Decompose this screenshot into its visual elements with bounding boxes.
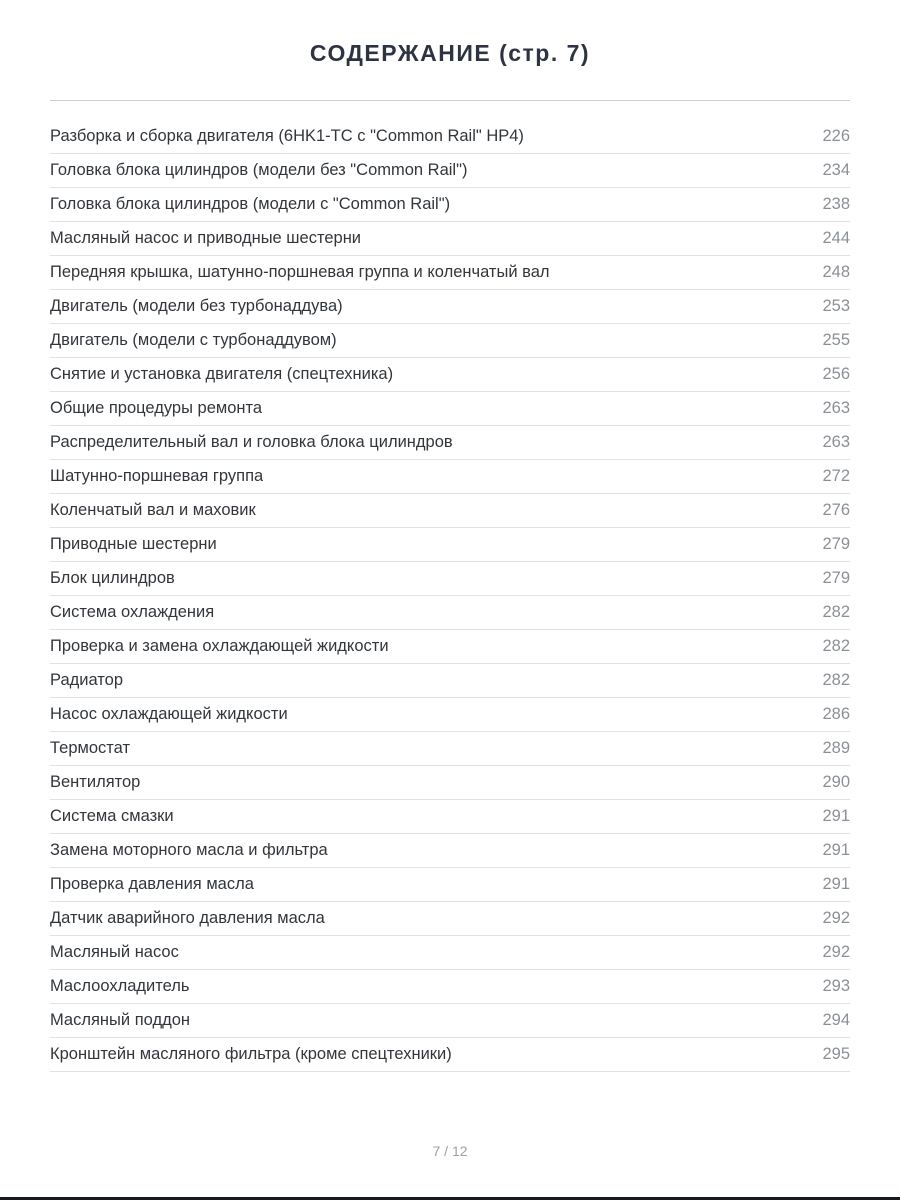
toc-entry-title: Блок цилиндров	[50, 569, 175, 587]
toc-entry-page: 276	[822, 501, 850, 519]
toc-entry-title: Двигатель (модели без турбонаддува)	[50, 297, 343, 315]
toc-entry	[50, 426, 850, 460]
toc-entry-page: 290	[822, 773, 850, 791]
toc-entry	[50, 800, 850, 834]
toc-entry-title: Замена моторного масла и фильтра	[50, 841, 328, 859]
toc-entry	[50, 494, 850, 528]
toc-entry	[50, 936, 850, 970]
toc-entry-title: Проверка давления масла	[50, 875, 254, 893]
toc-entry-page: 238	[822, 195, 850, 213]
toc-entry-title: Масляный насос	[50, 943, 179, 961]
toc-entry-page: 292	[822, 943, 850, 961]
toc-entry-page: 263	[822, 399, 850, 417]
toc-entry-title: Общие процедуры ремонта	[50, 399, 263, 417]
toc-entry	[50, 290, 850, 324]
toc-entry-page: 291	[822, 841, 850, 859]
page-title: СОДЕРЖАНИЕ (стр. 7)	[309, 40, 591, 66]
toc-entry-title: Распределительный вал и головка блока цилиндров	[50, 433, 453, 451]
toc-entry-title: Насос охлаждающей жидкости	[50, 705, 288, 723]
toc-entry-page: 255	[822, 331, 850, 349]
toc-entry-page: 244	[822, 229, 850, 247]
toc-entry-page: 291	[822, 875, 850, 893]
toc-entry-page: 279	[822, 535, 850, 553]
toc-entry-title: Двигатель (модели с турбонаддувом)	[50, 331, 337, 349]
toc-entry-page: 253	[822, 297, 850, 315]
toc-entry-title: Вентилятор	[50, 773, 141, 791]
toc-entry-page: 292	[822, 909, 850, 927]
toc-entry	[50, 1004, 850, 1038]
toc-entry-title: Датчик аварийного давления масла	[50, 909, 325, 927]
toc-entry	[50, 1038, 850, 1072]
toc-entry	[50, 528, 850, 562]
toc-entry-page: 263	[822, 433, 850, 451]
toc-entry-page: 256	[822, 365, 850, 383]
toc-entry	[50, 766, 850, 800]
toc-entry-page: 282	[822, 603, 850, 621]
toc-entry-page: 294	[822, 1011, 850, 1029]
toc-entry-title: Маслоохладитель	[50, 977, 190, 995]
toc-entry	[50, 970, 850, 1004]
toc-entry-title: Разборка и сборка двигателя (6HK1-TC с "Common Rail" HP4)	[50, 127, 524, 145]
toc-entry-title: Коленчатый вал и маховик	[50, 501, 256, 519]
toc-entry	[50, 630, 850, 664]
toc-entry-title: Система смазки	[50, 807, 174, 825]
toc-list	[50, 120, 850, 1072]
toc-entry-page: 291	[822, 807, 850, 825]
toc-entry-page: 234	[822, 161, 850, 179]
toc-entry-page: 286	[822, 705, 850, 723]
toc-entry	[50, 562, 850, 596]
toc-entry	[50, 460, 850, 494]
toc-entry-title: Кронштейн масляного фильтра (кроме спецтехники)	[50, 1045, 452, 1063]
toc-entry-title: Масляный насос и приводные шестерни	[50, 229, 362, 247]
toc-entry	[50, 358, 850, 392]
toc-entry	[50, 392, 850, 426]
page-indicator: 7 / 12	[432, 1143, 468, 1159]
toc-entry-title: Масляный поддон	[50, 1011, 190, 1029]
toc-entry	[50, 324, 850, 358]
toc-entry-title: Снятие и установка двигателя (спецтехника)	[50, 365, 394, 383]
toc-entry	[50, 256, 850, 290]
toc-entry	[50, 222, 850, 256]
toc-entry-page: 289	[822, 739, 850, 757]
toc-entry	[50, 188, 850, 222]
toc-entry-title: Проверка и замена охлаждающей жидкости	[50, 637, 389, 655]
toc-entry-page: 226	[822, 127, 850, 145]
toc-entry	[50, 902, 850, 936]
toc-entry	[50, 154, 850, 188]
toc-entry-page: 282	[822, 637, 850, 655]
toc-entry-title: Шатунно-поршневая группа	[50, 467, 264, 485]
toc-entry-title: Термостат	[50, 739, 131, 757]
toc-entry-title: Приводные шестерни	[50, 535, 217, 553]
toc-entry-title: Система охлаждения	[50, 603, 215, 621]
toc-entry-page: 279	[822, 569, 850, 587]
toc-entry	[50, 596, 850, 630]
toc-entry-title: Радиатор	[50, 671, 124, 689]
toc-entry	[50, 732, 850, 766]
toc-entry	[50, 698, 850, 732]
toc-entry-page: 248	[822, 263, 850, 281]
toc-entry-page: 272	[822, 467, 850, 485]
toc-entry-page: 293	[822, 977, 850, 995]
toc-entry-title: Головка блока цилиндров (модели с "Common Rail")	[50, 195, 451, 213]
toc-entry	[50, 664, 850, 698]
toc-entry-page: 282	[822, 671, 850, 689]
toc-entry-title: Головка блока цилиндров (модели без "Common Rail")	[50, 161, 468, 179]
title-divider	[50, 100, 850, 101]
toc-entry-title: Передняя крышка, шатунно-поршневая группа и коленчатый вал	[50, 263, 550, 281]
toc-entry-page: 295	[822, 1045, 850, 1063]
toc-entry	[50, 120, 850, 154]
toc-entry	[50, 834, 850, 868]
toc-entry	[50, 868, 850, 902]
